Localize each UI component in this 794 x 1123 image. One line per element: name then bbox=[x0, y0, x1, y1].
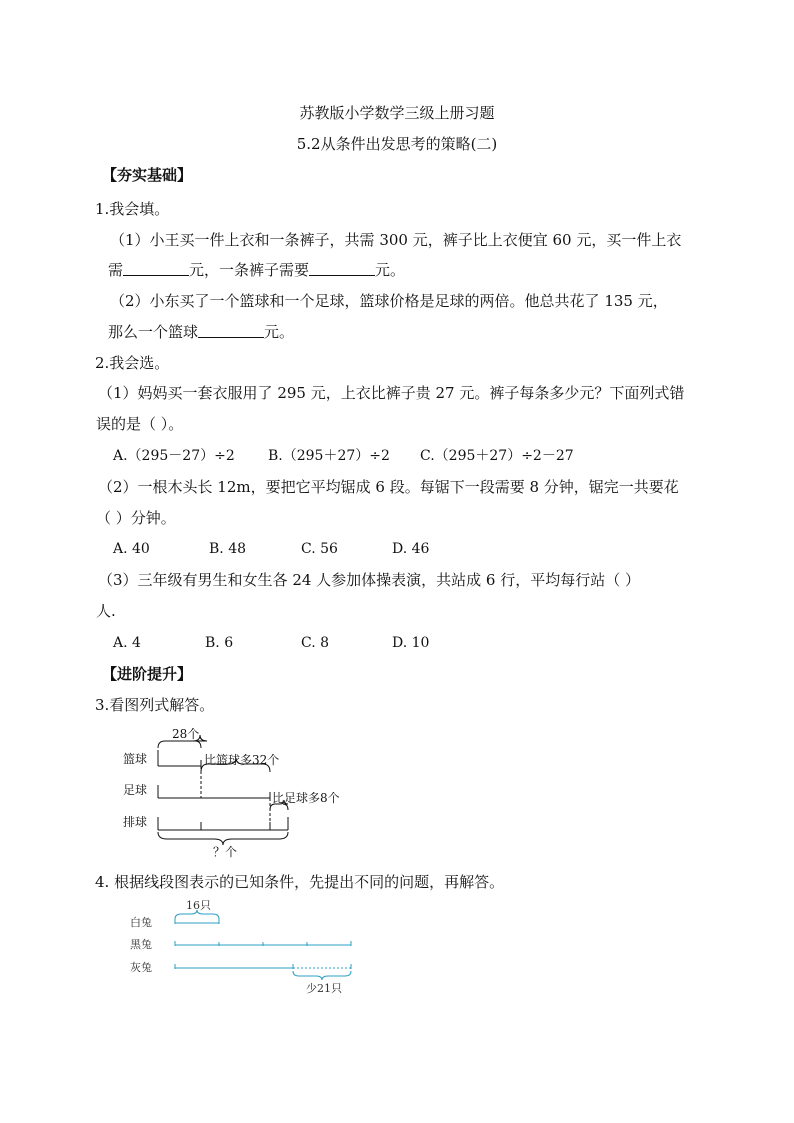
page-subtitle: 5.2从条件出发思考的策略(二) bbox=[296, 135, 498, 153]
q3-stem: 3.看图列式解答。 bbox=[95, 696, 215, 714]
q4-stem: 4. 根据线段图表示的已知条件，先提出不同的问题，再解答。 bbox=[95, 873, 505, 891]
q2-stem: 2.我会选。 bbox=[95, 354, 170, 372]
q4-row-label-gray: 灰兔 bbox=[130, 961, 152, 974]
q2-part1-line1: （1）妈妈买一套衣服用了 295 元，上衣比裤子贵 27 元。裤子每条多少元？下面列式错 bbox=[98, 384, 685, 402]
q4-brace-gray-less bbox=[293, 971, 351, 980]
q1-stem: 1.我会填。 bbox=[95, 200, 170, 218]
q3-row-label-basketball: 篮球 bbox=[123, 752, 148, 766]
q2-part3-option-c[interactable]: C. 8 bbox=[301, 635, 330, 651]
q2-part2-option-c[interactable]: C. 56 bbox=[301, 541, 338, 557]
q2-part3-option-b[interactable]: B. 6 bbox=[205, 635, 234, 651]
q2-part2-line1: （2）一根木头长 12m，要把它平均锯成 6 段。每锯下一段需要 8 分钟，锯完一共要花 bbox=[98, 478, 679, 496]
q2-part3-line2: 人. bbox=[96, 602, 116, 620]
q1-part1-text-a: 需 bbox=[108, 261, 124, 279]
section-heading-advanced: 【进阶提升】 bbox=[102, 665, 193, 683]
q4-line-diagram bbox=[125, 897, 365, 997]
q3-brace-total bbox=[158, 832, 288, 845]
q2-part1-option-a[interactable]: A.（295－27）÷2 bbox=[113, 448, 235, 464]
q4-brace-white bbox=[175, 910, 219, 919]
q1-part1-line1: （1）小王买一件上衣和一条裤子，共需 300 元，裤子比上衣便宜 60 元，买一件上衣 bbox=[110, 231, 682, 249]
q2-part2-line2: （ ）分钟。 bbox=[96, 509, 176, 527]
q1-part2-text-b: 元。 bbox=[264, 323, 295, 341]
q2-part2-option-d[interactable]: D. 46 bbox=[392, 541, 430, 557]
q4-label-white-count: 16只 bbox=[186, 899, 211, 912]
q3-label-total: ？个 bbox=[213, 845, 238, 859]
q2-part2-option-b[interactable]: B. 48 bbox=[209, 541, 247, 557]
q4-row-label-black: 黑兔 bbox=[130, 938, 152, 951]
q2-part1-line2: 误的是（ ）。 bbox=[96, 415, 184, 433]
q1-answer-blank-pants[interactable] bbox=[309, 261, 375, 276]
q2-part3-option-d[interactable]: D. 10 bbox=[392, 635, 430, 651]
q1-part1-line2 bbox=[108, 260, 405, 280]
q1-part2-line2 bbox=[108, 322, 294, 342]
q4-row-label-white: 白兔 bbox=[130, 916, 152, 929]
q2-part3-option-a[interactable]: A. 4 bbox=[113, 635, 141, 651]
q2-part1-option-c[interactable]: C.（295＋27）÷2－27 bbox=[420, 448, 574, 464]
q2-part2-option-a[interactable]: A. 40 bbox=[113, 541, 150, 557]
q3-row-label-football: 足球 bbox=[123, 783, 148, 797]
section-heading-basic: 【夯实基础】 bbox=[102, 166, 193, 184]
q3-row-label-volleyball: 排球 bbox=[123, 815, 148, 829]
q1-part2-line1: （2）小东买了一个篮球和一个足球，篮球价格是足球的两倍。他总共花了 135 元， bbox=[110, 292, 668, 310]
q3-label-basketball-count: 28个 bbox=[172, 727, 200, 741]
q1-part2-text-a: 那么一个篮球 bbox=[108, 323, 199, 341]
q3-label-volleyball-more: 比足球多8个 bbox=[272, 791, 340, 805]
q3-line-diagram bbox=[115, 722, 365, 862]
q3-label-football-more: 比篮球多32个 bbox=[204, 753, 280, 767]
q4-label-gray-less: 少21只 bbox=[306, 982, 342, 995]
q1-answer-blank-jacket[interactable] bbox=[123, 261, 189, 276]
q1-part1-text-b: 元，一条裤子需要 bbox=[189, 261, 310, 279]
q2-part1-option-b[interactable]: B.（295＋27）÷2 bbox=[268, 448, 390, 464]
q1-part1-text-c: 元。 bbox=[375, 261, 406, 279]
page-title: 苏教版小学数学三级上册习题 bbox=[299, 104, 495, 122]
q1-answer-blank-basketball[interactable] bbox=[198, 323, 264, 338]
q2-part3-line1: （3）三年级有男生和女生各 24 人参加体操表演，共站成 6 行，平均每行站（ ） bbox=[98, 571, 641, 589]
